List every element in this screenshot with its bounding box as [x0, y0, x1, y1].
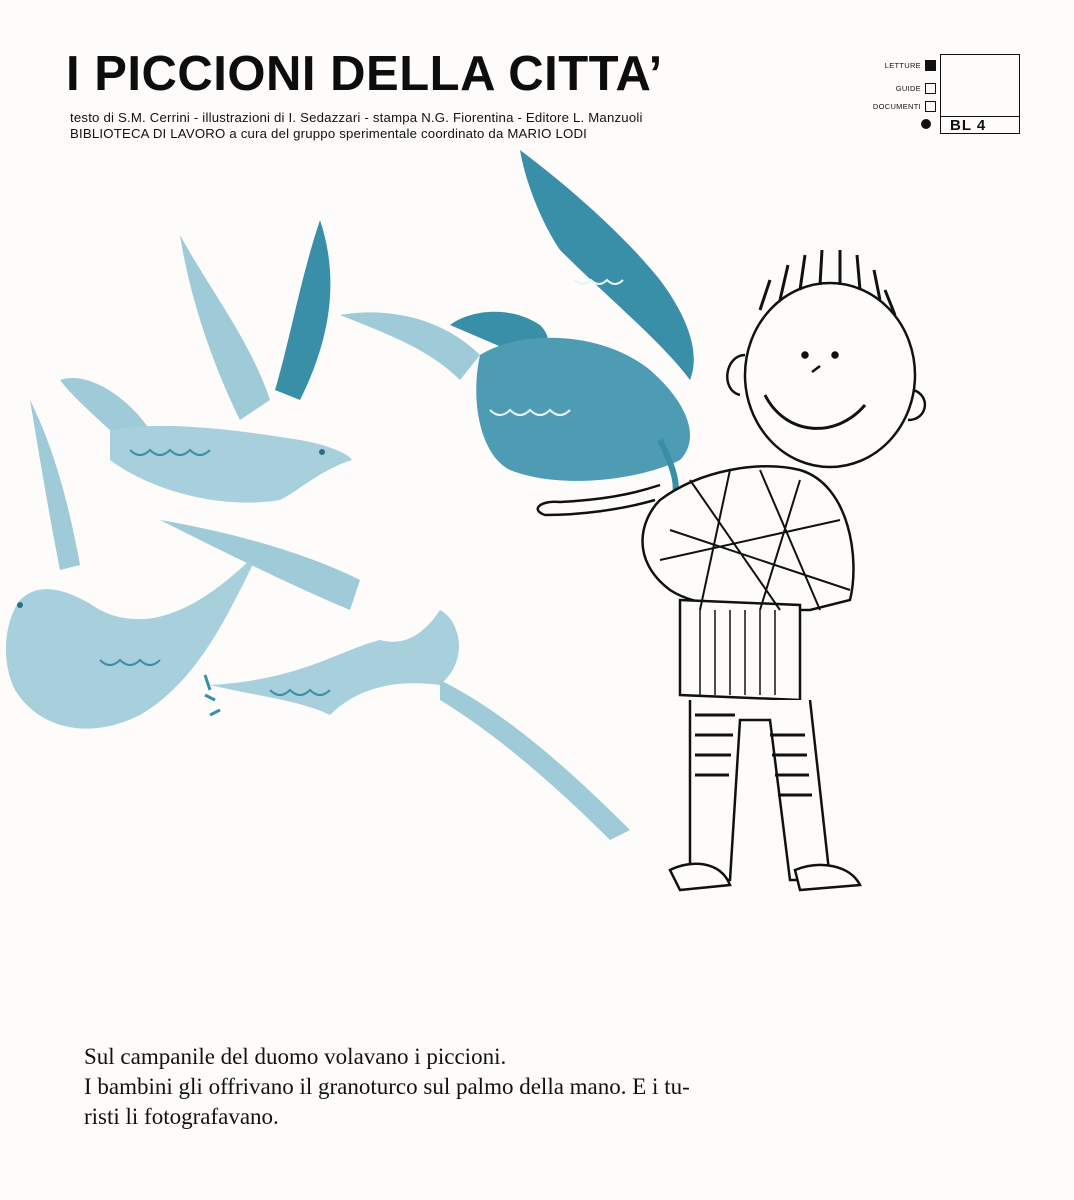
legend-item-guide [896, 81, 936, 95]
series-line: BIBLIOTECA DI LAVORO a cura del gruppo sperimentale coordinato da MARIO LODI [70, 126, 588, 141]
page-title: I PICCIONI DELLA CITTA’ [66, 47, 663, 101]
checkbox-empty-icon [925, 83, 936, 94]
legend-label: DOCUMENTI [872, 101, 921, 111]
story-line: I bambini gli offrivano il granoturco sul palmo della mano. E i tu- [84, 1074, 690, 1099]
pigeon-bottom-center-icon [160, 520, 630, 840]
pigeons-and-boy-illustration [0, 140, 1074, 900]
story-text [84, 1042, 984, 1132]
category-legend [848, 54, 1028, 144]
series-code: BL 4 [940, 116, 1020, 134]
credits-line: testo di S.M. Cerrini - illustrazioni di I. Sedazzari - stampa N.G. Fiorentina - Editore L. Manzuoli [70, 110, 643, 125]
checkbox-filled-icon [925, 60, 936, 71]
legend-label: LETTURE [884, 60, 921, 70]
legend-item-documenti [873, 99, 936, 113]
credits-block [70, 110, 643, 142]
pigeon-upper-left-icon [60, 220, 352, 503]
bullet-dot-icon [921, 119, 931, 129]
pigeon-top-right-icon [340, 150, 694, 500]
legend-item-letture [885, 58, 936, 72]
story-line: Sul campanile del duomo volavano i piccioni. [84, 1044, 507, 1069]
story-line: risti li fotografavano. [84, 1104, 279, 1129]
checkbox-empty-icon [925, 101, 936, 112]
legend-label: GUIDE [895, 83, 921, 93]
